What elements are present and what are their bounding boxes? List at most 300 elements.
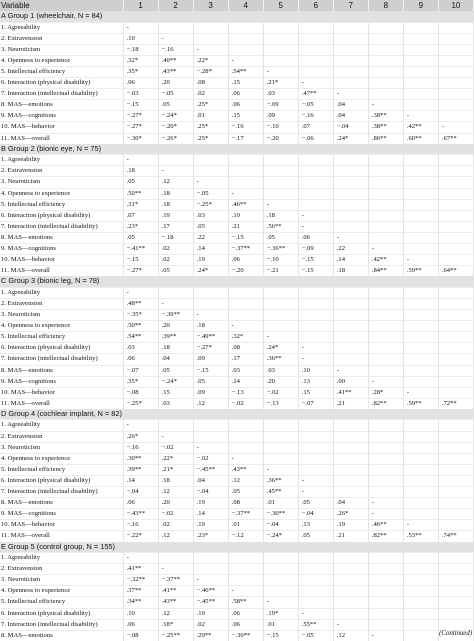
variable-label: 11. MAS—overall <box>0 531 123 542</box>
correlation-cell <box>438 431 473 442</box>
correlation-cell: - <box>333 89 368 100</box>
correlation-cell <box>438 619 473 630</box>
correlation-cell: .18 <box>333 266 368 277</box>
correlation-cell: −.20 <box>263 133 298 144</box>
correlation-cell <box>403 243 438 254</box>
correlation-cell: .18 <box>158 475 193 486</box>
correlation-cell: −.04 <box>263 520 298 531</box>
table-row <box>0 487 474 498</box>
correlation-cell <box>403 188 438 199</box>
correlation-cell: .05 <box>298 498 333 509</box>
correlation-cell <box>403 55 438 66</box>
header-variable: Variable <box>0 0 123 11</box>
correlation-cell: - <box>298 475 333 486</box>
table-row <box>0 575 474 586</box>
correlation-cell <box>438 498 473 509</box>
correlation-cell <box>193 564 228 575</box>
correlation-cell <box>438 420 473 431</box>
correlation-cell: .59** <box>403 266 438 277</box>
correlation-cell: .06 <box>228 608 263 619</box>
correlation-cell: .46** <box>228 199 263 210</box>
correlation-cell: .14 <box>193 243 228 254</box>
correlation-cell <box>333 287 368 298</box>
correlation-cell: - <box>403 111 438 122</box>
correlation-cell <box>368 464 403 475</box>
correlation-cell: .41** <box>333 387 368 398</box>
variable-label: 11. MAS—overall <box>0 398 123 409</box>
correlation-cell <box>438 33 473 44</box>
correlation-cell: −.36** <box>263 243 298 254</box>
correlation-cell <box>368 55 403 66</box>
correlation-cell: .05 <box>263 232 298 243</box>
correlation-cell: .25* <box>193 100 228 111</box>
table-row <box>0 431 474 442</box>
correlation-cell <box>193 431 228 442</box>
correlation-cell <box>333 586 368 597</box>
correlation-cell: .05 <box>158 365 193 376</box>
correlation-cell: - <box>158 33 193 44</box>
correlation-cell: .20 <box>158 498 193 509</box>
correlation-cell: −.26* <box>158 133 193 144</box>
correlation-cell: .03 <box>123 343 158 354</box>
table-row <box>0 332 474 343</box>
correlation-cell <box>333 22 368 33</box>
correlation-cell <box>438 255 473 266</box>
correlation-cell: .35* <box>123 66 158 77</box>
correlation-cell: .02 <box>193 89 228 100</box>
correlation-cell: .28* <box>368 387 403 398</box>
correlation-cell: - <box>158 431 193 442</box>
variable-label: 8. MAS—emotions <box>0 365 123 376</box>
correlation-cell <box>298 332 333 343</box>
correlation-cell <box>333 199 368 210</box>
variable-label: 4. Openness to experience <box>0 55 123 66</box>
correlation-cell <box>438 564 473 575</box>
correlation-cell <box>403 287 438 298</box>
correlation-cell: - <box>368 100 403 111</box>
correlation-cell <box>368 597 403 608</box>
correlation-cell: −.25* <box>123 398 158 409</box>
table-row <box>0 22 474 33</box>
correlation-cell <box>333 553 368 564</box>
table-row <box>0 321 474 332</box>
correlation-cell: .58** <box>228 597 263 608</box>
correlation-cell: −.13 <box>263 398 298 409</box>
variable-label: 2. Extravension <box>0 33 123 44</box>
correlation-cell <box>368 166 403 177</box>
correlation-cell: −.37** <box>158 575 193 586</box>
correlation-cell: .03 <box>193 210 228 221</box>
correlation-cell: .01 <box>263 619 298 630</box>
correlation-cell <box>228 553 263 564</box>
correlation-cell: - <box>333 365 368 376</box>
variable-label: 3. Neuroticism <box>0 442 123 453</box>
correlation-cell <box>438 44 473 55</box>
correlation-cell <box>403 597 438 608</box>
correlation-cell: −.13 <box>228 387 263 398</box>
correlation-cell <box>438 354 473 365</box>
correlation-cell <box>368 321 403 332</box>
correlation-cell <box>333 155 368 166</box>
correlation-cell: .19 <box>193 520 228 531</box>
variable-label: 1. Agreeability <box>0 22 123 33</box>
table-row <box>0 111 474 122</box>
variable-label: 6. Interaction (physical disability) <box>0 210 123 221</box>
correlation-cell: .08 <box>228 343 263 354</box>
correlation-cell <box>333 420 368 431</box>
correlation-cell <box>368 33 403 44</box>
correlation-cell <box>403 464 438 475</box>
correlation-cell <box>403 298 438 309</box>
correlation-cell: .18 <box>158 188 193 199</box>
correlation-cell: −.30** <box>228 630 263 641</box>
variable-label: 6. Interaction (physical disability) <box>0 608 123 619</box>
variable-label: 7. Interaction (intellectual disability) <box>0 89 123 100</box>
correlation-cell: .23* <box>193 531 228 542</box>
variable-label: 5. Intellectual efficiency <box>0 66 123 77</box>
correlation-cell: .25* <box>193 133 228 144</box>
correlation-cell <box>368 22 403 33</box>
variable-label: 8. MAS—emotions <box>0 630 123 641</box>
correlation-cell: .15 <box>298 387 333 398</box>
correlation-cell: .22 <box>333 243 368 254</box>
correlation-cell <box>368 199 403 210</box>
correlation-cell <box>298 420 333 431</box>
header-col-10: 10 <box>438 0 473 11</box>
correlation-cell <box>228 166 263 177</box>
table-row <box>0 188 474 199</box>
correlation-cell <box>403 33 438 44</box>
correlation-cell <box>333 332 368 343</box>
correlation-cell <box>368 431 403 442</box>
correlation-cell <box>193 553 228 564</box>
correlation-cell: .19 <box>158 210 193 221</box>
correlation-cell <box>403 343 438 354</box>
table-row <box>0 453 474 464</box>
correlation-cell <box>263 177 298 188</box>
table-row <box>0 630 474 641</box>
correlation-cell <box>403 608 438 619</box>
correlation-cell: - <box>298 78 333 89</box>
correlation-cell <box>333 475 368 486</box>
correlation-cell <box>403 487 438 498</box>
correlation-cell: −.06 <box>298 133 333 144</box>
correlation-cell: .10 <box>228 210 263 221</box>
correlation-cell: .09 <box>263 111 298 122</box>
correlation-cell: .56** <box>263 221 298 232</box>
correlation-cell <box>298 586 333 597</box>
correlation-cell: .42** <box>368 255 403 266</box>
variable-label: 5. Intellectual efficiency <box>0 332 123 343</box>
correlation-cell: .45** <box>263 487 298 498</box>
correlation-cell <box>263 44 298 55</box>
correlation-cell: .18 <box>263 210 298 221</box>
correlation-cell <box>228 310 263 321</box>
correlation-cell: −.27* <box>123 122 158 133</box>
correlation-cell <box>438 586 473 597</box>
correlation-cell <box>263 166 298 177</box>
correlation-cell: - <box>193 442 228 453</box>
correlation-cell: −.02 <box>263 387 298 398</box>
correlation-cell: .74** <box>438 531 473 542</box>
correlation-cell: −.10 <box>263 122 298 133</box>
correlation-cell: .03 <box>158 398 193 409</box>
correlation-cell: .67** <box>438 133 473 144</box>
correlation-cell: - <box>193 177 228 188</box>
correlation-cell <box>403 575 438 586</box>
correlation-cell <box>438 287 473 298</box>
correlation-cell: .19 <box>333 520 368 531</box>
correlation-cell: −.45** <box>193 597 228 608</box>
correlation-cell <box>333 343 368 354</box>
table-row <box>0 509 474 520</box>
variable-label: 2. Extravension <box>0 431 123 442</box>
correlation-cell: - <box>368 376 403 387</box>
correlation-cell <box>333 55 368 66</box>
variable-label: 7. Interaction (intellectual disability) <box>0 354 123 365</box>
correlation-cell: .41** <box>158 586 193 597</box>
correlation-cell: .38** <box>368 111 403 122</box>
correlation-cell <box>228 177 263 188</box>
correlation-cell: - <box>263 597 298 608</box>
correlation-cell: −.46** <box>193 586 228 597</box>
correlation-cell <box>368 221 403 232</box>
correlation-cell <box>438 520 473 531</box>
correlation-cell <box>263 453 298 464</box>
correlation-cell <box>333 298 368 309</box>
group-title: A Group 1 (wheelchair, N = 84) <box>0 11 474 22</box>
correlation-cell <box>228 44 263 55</box>
correlation-cell <box>368 44 403 55</box>
group-header-row <box>0 144 474 155</box>
variable-label: 5. Intellectual efficiency <box>0 199 123 210</box>
correlation-cell <box>333 310 368 321</box>
correlation-cell: - <box>333 619 368 630</box>
correlation-cell <box>438 487 473 498</box>
correlation-cell <box>368 564 403 575</box>
correlation-cell <box>438 343 473 354</box>
correlation-cell: - <box>158 564 193 575</box>
correlation-cell: .40** <box>158 55 193 66</box>
correlation-cell <box>368 177 403 188</box>
correlation-cell <box>403 630 438 641</box>
table-row <box>0 475 474 486</box>
correlation-cell <box>263 287 298 298</box>
correlation-cell <box>263 442 298 453</box>
correlation-cell: .47** <box>298 89 333 100</box>
correlation-cell: - <box>403 520 438 531</box>
correlation-cell <box>368 188 403 199</box>
correlation-cell: .06 <box>123 498 158 509</box>
correlation-cell: .05 <box>193 221 228 232</box>
correlation-cell: - <box>333 232 368 243</box>
correlation-cell: −.18 <box>123 44 158 55</box>
correlation-cell: .22* <box>193 55 228 66</box>
correlation-cell <box>438 298 473 309</box>
correlation-cell: .06 <box>228 89 263 100</box>
variable-label: 10. MAS—behavior <box>0 122 123 133</box>
table-row <box>0 44 474 55</box>
correlation-cell: .32* <box>123 55 158 66</box>
correlation-cell <box>228 298 263 309</box>
group-header-row <box>0 276 474 287</box>
correlation-cell <box>228 564 263 575</box>
correlation-cell <box>403 420 438 431</box>
table-row <box>0 122 474 133</box>
correlation-cell <box>403 199 438 210</box>
variable-label: 7. Interaction (intellectual disability) <box>0 221 123 232</box>
correlation-cell <box>403 89 438 100</box>
header-col-6: 6 <box>298 0 333 11</box>
correlation-cell <box>438 89 473 100</box>
correlation-cell: .29** <box>193 630 228 641</box>
correlation-cell: .05 <box>123 232 158 243</box>
correlation-cell: −.05 <box>298 100 333 111</box>
correlation-cell <box>193 166 228 177</box>
correlation-cell <box>368 365 403 376</box>
table-row <box>0 420 474 431</box>
correlation-cell: .46** <box>368 520 403 531</box>
correlation-cell <box>158 553 193 564</box>
correlation-cell <box>368 155 403 166</box>
correlation-cell: .37** <box>123 586 158 597</box>
correlation-cell <box>403 177 438 188</box>
correlation-cell: −.05 <box>298 630 333 641</box>
correlation-cell <box>368 332 403 343</box>
header-col-3: 3 <box>193 0 228 11</box>
variable-label: 7. Interaction (intellectual disability) <box>0 487 123 498</box>
correlation-cell <box>228 22 263 33</box>
table-row <box>0 442 474 453</box>
correlation-cell: .48** <box>123 298 158 309</box>
correlation-cell: .20 <box>263 376 298 387</box>
correlation-cell: .05 <box>193 376 228 387</box>
table-row <box>0 619 474 630</box>
correlation-cell: −.30** <box>263 509 298 520</box>
table-row <box>0 298 474 309</box>
group-title: C Group 3 (bionic leg, N = 78) <box>0 276 474 287</box>
table-row <box>0 520 474 531</box>
correlation-cell <box>193 22 228 33</box>
correlation-cell: −.10 <box>263 255 298 266</box>
correlation-cell <box>403 232 438 243</box>
correlation-cell <box>333 464 368 475</box>
table-row <box>0 464 474 475</box>
correlation-cell: - <box>193 310 228 321</box>
correlation-cell <box>263 298 298 309</box>
correlation-cell <box>368 453 403 464</box>
correlation-cell: - <box>403 255 438 266</box>
correlation-cell: −.16 <box>228 122 263 133</box>
correlation-cell <box>158 155 193 166</box>
correlation-cell <box>333 166 368 177</box>
correlation-cell: −.15 <box>193 365 228 376</box>
correlation-cell <box>333 564 368 575</box>
table-row <box>0 498 474 509</box>
table-row <box>0 133 474 144</box>
correlation-cell: −.15 <box>123 100 158 111</box>
correlation-cell <box>263 310 298 321</box>
table-row <box>0 608 474 619</box>
correlation-cell: −.07 <box>123 365 158 376</box>
correlation-cell <box>263 420 298 431</box>
continued-note: (Continued) <box>439 630 472 637</box>
correlation-cell: - <box>263 332 298 343</box>
correlation-cell: .01 <box>263 498 298 509</box>
correlation-cell: - <box>298 210 333 221</box>
correlation-cell: .24* <box>333 133 368 144</box>
header-col-2: 2 <box>158 0 193 11</box>
correlation-cell: .24* <box>193 266 228 277</box>
table-row <box>0 343 474 354</box>
correlation-cell: - <box>263 199 298 210</box>
correlation-cell <box>298 298 333 309</box>
group-title: D Group 4 (cochlear implant, N = 82) <box>0 409 474 420</box>
correlation-cell <box>298 188 333 199</box>
correlation-cell <box>438 332 473 343</box>
variable-label: 8. MAS—emotions <box>0 232 123 243</box>
correlation-cell: .54** <box>228 66 263 77</box>
correlation-cell: −.16 <box>123 442 158 453</box>
header-col-7: 7 <box>333 0 368 11</box>
correlation-cell <box>298 55 333 66</box>
correlation-cell <box>333 597 368 608</box>
correlation-cell: −.49** <box>193 332 228 343</box>
correlation-cell: - <box>298 343 333 354</box>
correlation-cell: .10 <box>123 33 158 44</box>
variable-label: 10. MAS—behavior <box>0 520 123 531</box>
variable-label: 11. MAS—overall <box>0 133 123 144</box>
correlation-cell <box>438 464 473 475</box>
correlation-cell <box>368 78 403 89</box>
correlation-cell <box>298 431 333 442</box>
correlation-cell <box>298 33 333 44</box>
correlation-cell: .12 <box>333 630 368 641</box>
correlation-cell <box>403 100 438 111</box>
correlation-cell: .20 <box>158 321 193 332</box>
variable-label: 8. MAS—emotions <box>0 498 123 509</box>
table-row <box>0 166 474 177</box>
correlation-cell: - <box>228 55 263 66</box>
correlation-cell: .43** <box>158 597 193 608</box>
correlation-cell: .24* <box>263 343 298 354</box>
correlation-cell: .38** <box>368 122 403 133</box>
correlation-cell <box>333 608 368 619</box>
correlation-cell: .02 <box>193 619 228 630</box>
correlation-cell: - <box>228 453 263 464</box>
correlation-cell: .00 <box>333 376 368 387</box>
header-col-8: 8 <box>368 0 403 11</box>
correlation-cell: .36** <box>263 354 298 365</box>
correlation-cell: −.02 <box>193 453 228 464</box>
correlation-cell <box>403 553 438 564</box>
correlation-cell: .04 <box>333 498 368 509</box>
correlation-cell <box>298 44 333 55</box>
correlation-cell: .14 <box>123 475 158 486</box>
correlation-cell: .86** <box>368 133 403 144</box>
correlation-cell: −.24* <box>263 531 298 542</box>
correlation-cell: - <box>123 420 158 431</box>
correlation-cell: .55** <box>298 619 333 630</box>
correlation-cell: .06 <box>123 354 158 365</box>
correlation-cell <box>403 498 438 509</box>
header-col-4: 4 <box>228 0 263 11</box>
correlation-cell <box>368 475 403 486</box>
correlation-cell <box>403 22 438 33</box>
correlation-cell <box>298 553 333 564</box>
correlation-cell <box>438 597 473 608</box>
correlation-cell: .19* <box>263 608 298 619</box>
